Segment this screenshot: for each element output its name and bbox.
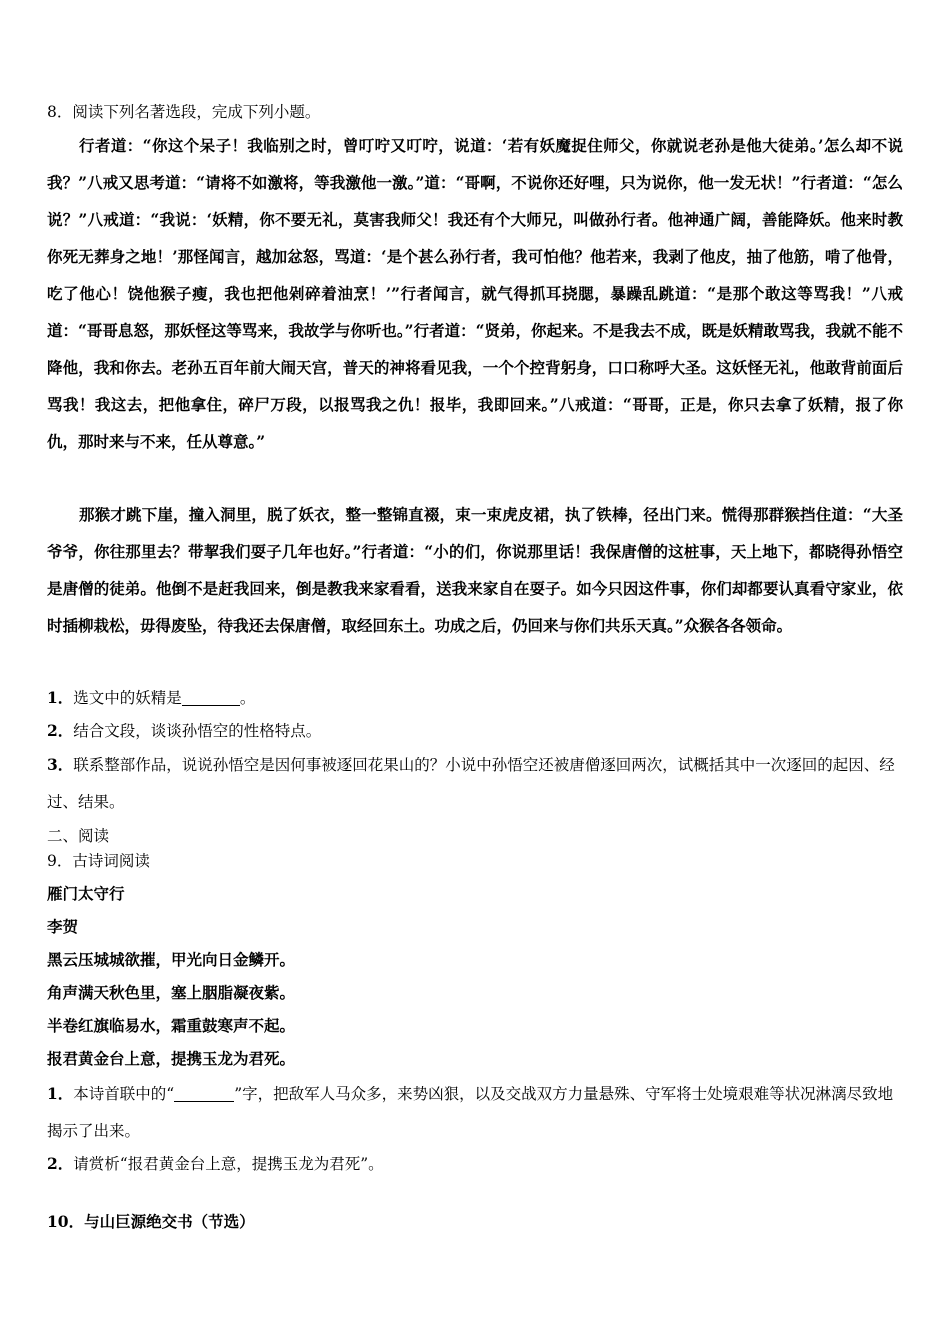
question-8-sub-1 [47,688,903,708]
sub-question-text-continued: ”字，把敌军人马众多，来势凶狠，以及交战双方力量悬殊、守军将士处境艰难等状况淋漓尽致地揭示了出来。 [47,1085,894,1140]
question-8-passage-paragraph-1: 行者道：“你这个呆子！我临别之时，曾叮咛又叮咛，说道：‘若有妖魔捉住师父，你就说老孙是他大徒弟。’怎么却不说我？”八戒又思考道：“请将不如激将，等我激他一激。”道：“哥啊，不说你还好哩，只为说你，他一发无状！”行者道：“怎么说？”八戒道：“我说：‘妖精，你不要无礼，莫害我师父！我还有个大师兄，叫做孙行者。他神通广阔，善能降妖。他来时教你死无葬身之地！’那怪闻言，越加忿怒，骂道：‘是个甚么孙行者，我可怕他？他若来，我剥了他皮，抽了他筋，啃了他骨，吃了他心！饶他猴子瘦，我也把他剁碎着油烹！’”行者闻言，就气得抓耳挠腮，暴躁乱跳道：“是那个敢这等骂我！”八戒道：“哥哥息怒，那妖怪这等骂来，我故学与你听也。”行者道：“贤弟，你起来。不是我去不成，既是妖精敢骂我，我就不能不降他，我和你去。老孙五百年前大闹天宫，普天的神将看见我，一个个控背躬身，口口称呼大圣。这妖怪无礼，他敢背前面后骂我！我这去，把他拿住，碎尸万段，以报骂我之仇！报毕，我即回来。”八戒道：“哥哥，正是，你只去拿了妖精，报了你仇，那时来与不来，任从尊意。” [47,136,904,451]
question-10-title: 10．与山巨源绝交书（节选） [47,1212,255,1231]
question-8-title: 8．阅读下列名著选段，完成下列小题。 [47,103,321,121]
poem-line: 黑云压城城欲摧，甲光向日金鳞开。 [47,950,296,969]
question-9-title: 9．古诗词阅读 [47,852,150,870]
sub-question-text: 联系整部作品，说说孙悟空是因何事被逐回花果山的？小说中孙悟空还被唐僧逐回两次，试概括其中一次逐回的起因、经过、结果。 [47,756,895,811]
poem-line: 半卷红旗临易水，霜重鼓寒声不起。 [47,1016,296,1035]
question-9-sub-2 [47,1154,903,1174]
sub-question-text: 选文中的妖精是 [73,689,182,707]
sub-question-number: 1． [47,1084,74,1103]
sub-question-number: 3． [47,755,74,774]
answer-blank[interactable] [182,689,240,706]
poem-line: 角声满天秋色里，塞上胭脂凝夜紫。 [47,983,296,1002]
sub-question-number: 1． [47,688,74,707]
poem-author: 李贺 [47,917,79,936]
sub-question-text: 本诗首联中的“ [73,1085,175,1103]
question-9-sub-1 [47,1075,903,1150]
poem-line: 报君黄金台上意，提携玉龙为君死。 [47,1049,296,1068]
sub-question-end: 。 [239,689,256,707]
sub-question-number: 2． [47,1154,74,1173]
question-8-sub-2 [47,721,903,741]
question-8-sub-3 [47,746,903,821]
sub-question-text: 结合文段，谈谈孙悟空的性格特点。 [73,722,322,740]
sub-question-text: 请赏析“报君黄金台上意，提携玉龙为君死”。 [73,1155,384,1173]
poem-title: 雁门太守行 [47,884,125,903]
sub-question-number: 2． [47,721,74,740]
answer-blank[interactable] [174,1085,234,1102]
question-8-passage-paragraph-2: 那猴才跳下崖，撞入洞里，脱了妖衣，整一整锦直裰，束一束虎皮裙，执了铁棒，径出门来。慌得那群猴挡住道：“大圣爷爷，你往那里去？带挈我们耍子几年也好。”行者道：“小的们，你说那里话！我保唐僧的这桩事，天上地下，都晓得孙悟空是唐僧的徒弟。他倒不是赶我回来，倒是教我来家看看，送我来家自在耍子。如今只因这件事，你们却都要认真看守家业，依时插柳栽松，毋得废坠，待我还去保唐僧，取经回东土。功成之后，仍回来与你们共乐天真。”众猴各各领命。 [47,505,903,635]
section-heading: 二、阅读 [47,827,110,845]
